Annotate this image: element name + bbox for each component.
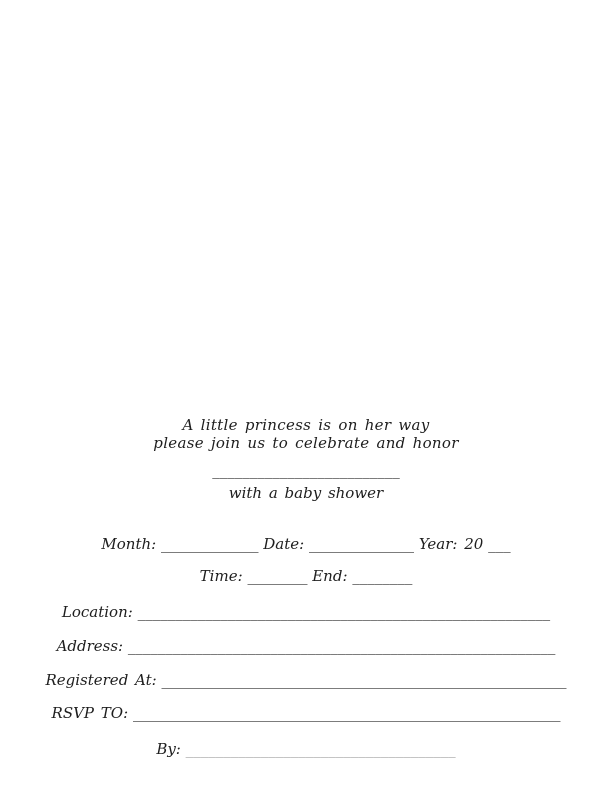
headline-line-1: A little princess is on her way — [182, 416, 430, 434]
by-blank-line: ____________________________________ — [185, 740, 456, 758]
location-label: Location: — [61, 603, 133, 621]
time-label: Time: — [199, 567, 243, 585]
registered-at-label: Registered At: — [45, 671, 157, 689]
rsvp-blank-line: _________________________________________________________ — [132, 704, 561, 722]
year-label: Year: 20 — [418, 535, 484, 553]
end-label: End: — [312, 567, 348, 585]
location-blank-line: _______________________________________________________ — [137, 603, 551, 621]
rsvp-row — [0, 703, 612, 723]
registered-at-blank-line: ______________________________________________________ — [161, 671, 567, 689]
date-blank-line: ______________ — [309, 535, 415, 553]
month-label: Month: — [101, 535, 157, 553]
date-label: Date: — [263, 535, 305, 553]
end-blank-line: ________ — [352, 567, 413, 585]
rsvp-label: RSVP TO: — [51, 704, 129, 722]
address-row — [0, 636, 612, 656]
name-blank-line: _________________________ — [212, 461, 400, 479]
time-row — [0, 566, 612, 586]
year-blank-line: ___ — [488, 535, 511, 553]
address-label: Address: — [56, 637, 124, 655]
by-row — [0, 739, 612, 759]
subtitle: with a baby shower — [228, 484, 384, 502]
registered-at-row — [0, 670, 612, 690]
address-blank-line: _________________________________________________________ — [127, 637, 556, 655]
time-blank-line: ________ — [247, 567, 308, 585]
date-row — [0, 534, 612, 554]
by-label: By: — [156, 740, 181, 758]
month-blank-line: _____________ — [160, 535, 259, 553]
headline-line-2: please join us to celebrate and honor — [153, 434, 459, 452]
location-row — [0, 602, 612, 622]
